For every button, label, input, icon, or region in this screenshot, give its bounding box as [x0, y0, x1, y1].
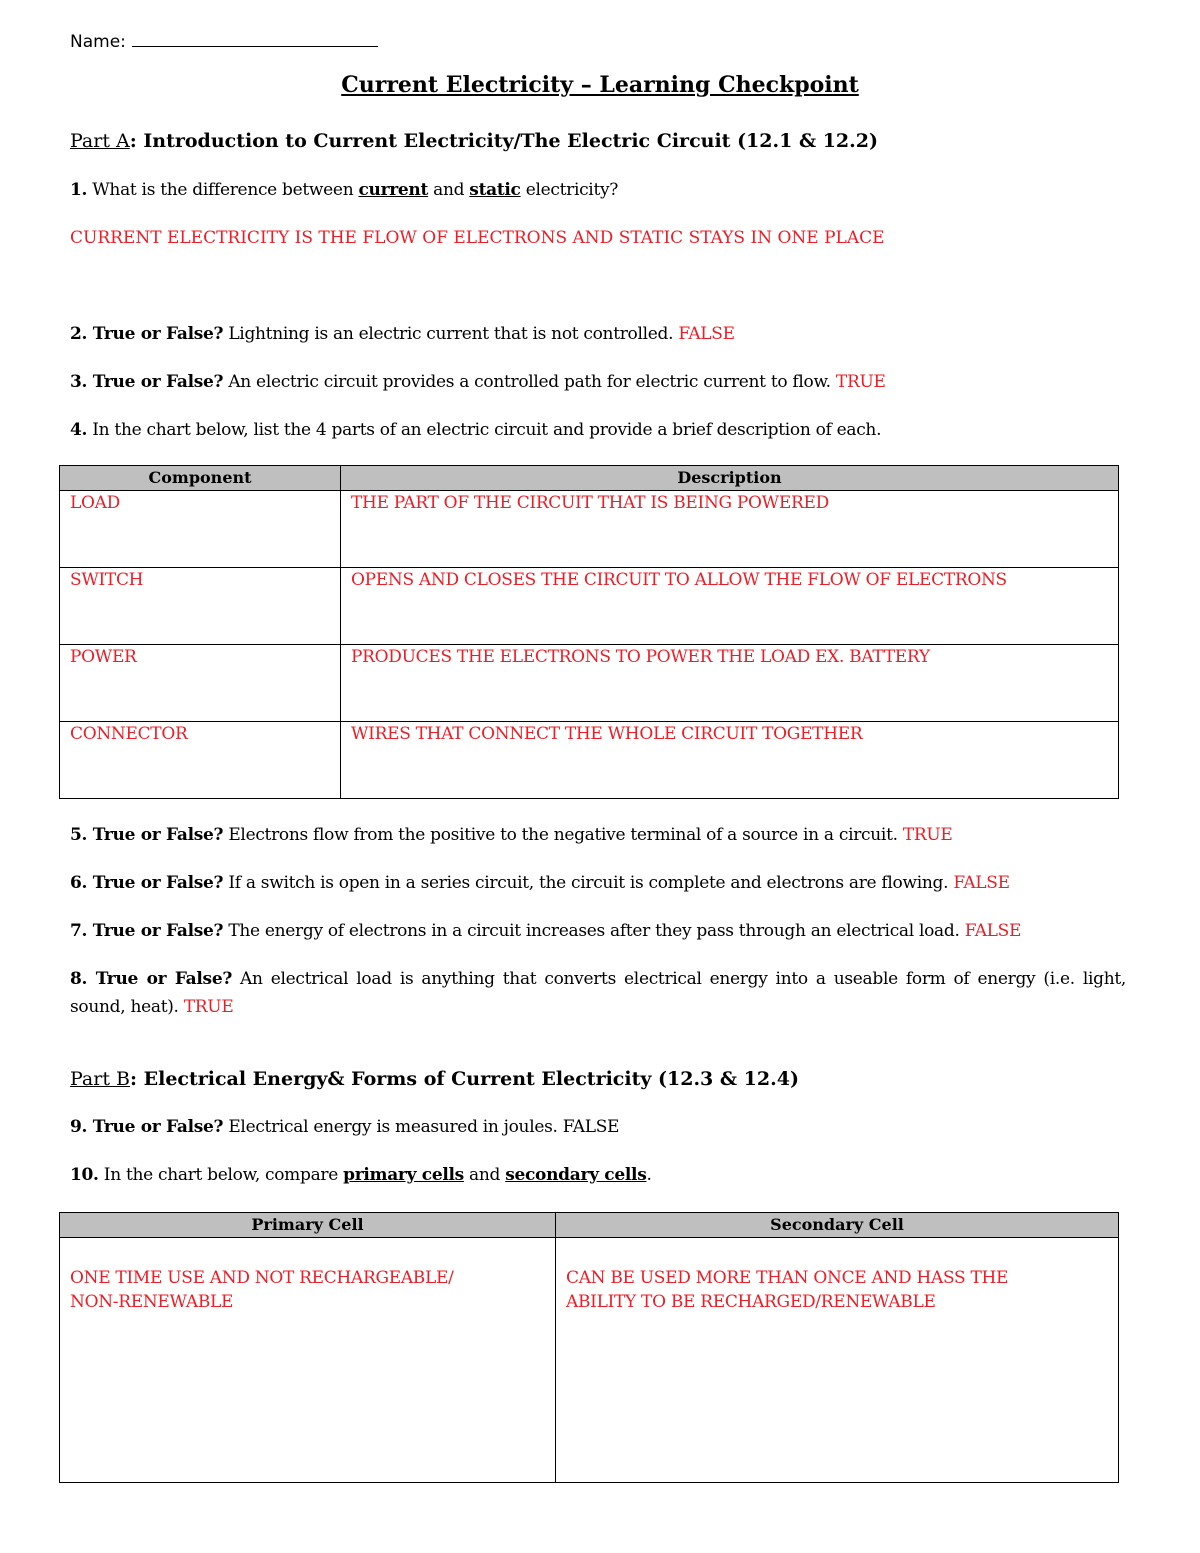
part-b-title: : Electrical Energy& Forms of Current Electricity (12.3 & 12.4): [129, 1068, 799, 1090]
question-10-text-b: and: [463, 1165, 506, 1185]
cells-comparison-table: [59, 1212, 1119, 1483]
question-8-lead: 8. True or False?: [70, 969, 232, 989]
circuit-parts-table: [59, 465, 1119, 799]
table-row: [60, 491, 1119, 568]
question-7: [70, 921, 1021, 941]
name-blank-line[interactable]: [132, 32, 378, 47]
part-b-label: Part B: [70, 1068, 130, 1090]
question-9-text: Electrical energy is measured in joules. FALSE: [223, 1117, 620, 1137]
question-10-text-a: In the chart below, compare: [98, 1165, 344, 1185]
question-3-answer: TRUE: [835, 372, 886, 392]
name-label: Name:: [70, 32, 126, 52]
primary-cell-line-2: NON-RENEWABLE: [70, 1292, 234, 1312]
primary-cell-answer[interactable]: [60, 1238, 556, 1483]
question-2-text: Lightning is an electric current that is not controlled.: [223, 324, 679, 344]
part-a-label: Part A: [70, 130, 130, 152]
question-6-lead: 6. True or False?: [70, 873, 224, 893]
question-7-answer: FALSE: [964, 921, 1022, 941]
question-1-text-a: What is the difference between: [87, 180, 359, 200]
table-row: [60, 568, 1119, 645]
question-4-number: 4.: [70, 420, 88, 440]
description-cell[interactable]: OPENS AND CLOSES THE CIRCUIT TO ALLOW THE FLOW OF ELECTRONS: [341, 568, 1119, 645]
part-a-title: : Introduction to Current Electricity/The Electric Circuit (12.1 & 12.2): [129, 130, 878, 152]
primary-cell-line-1: ONE TIME USE AND NOT RECHARGEABLE/: [70, 1268, 454, 1288]
question-5-answer: TRUE: [902, 825, 953, 845]
question-1-number: 1.: [70, 180, 88, 200]
question-3: [70, 372, 886, 392]
question-8-text: An electrical load is anything that converts electrical energy into a useable form of energy (i.e. light, sound, heat).: [70, 969, 1126, 1017]
question-1-text-b: and: [428, 180, 470, 200]
question-2: [70, 324, 735, 344]
question-5-lead: 5. True or False?: [70, 825, 224, 845]
component-cell[interactable]: LOAD: [60, 491, 341, 568]
question-4-text: In the chart below, list the 4 parts of an electric circuit and provide a brief description of each.: [87, 420, 882, 440]
question-8-answer: TRUE: [183, 997, 234, 1017]
question-3-lead: 3. True or False?: [70, 372, 224, 392]
component-cell[interactable]: POWER: [60, 645, 341, 722]
component-cell[interactable]: SWITCH: [60, 568, 341, 645]
question-3-text: An electric circuit provides a controlled path for electric current to flow.: [223, 372, 836, 392]
question-1-text-c: electricity?: [520, 180, 619, 200]
question-1: [70, 180, 618, 200]
secondary-cell-line-1: CAN BE USED MORE THAN ONCE AND HASS THE: [566, 1268, 1009, 1288]
table-header-row: [60, 1213, 1119, 1238]
question-6-answer: FALSE: [953, 873, 1010, 893]
question-2-answer: FALSE: [678, 324, 735, 344]
question-5: [70, 825, 953, 845]
column-header-component: Component: [60, 466, 341, 491]
question-4: [70, 420, 881, 440]
part-b-heading: [70, 1068, 799, 1090]
question-7-lead: 7. True or False?: [70, 921, 224, 941]
secondary-cell-answer[interactable]: [556, 1238, 1119, 1483]
component-cell[interactable]: CONNECTOR: [60, 722, 341, 799]
column-header-primary-cell: Primary Cell: [60, 1213, 556, 1238]
part-a-heading: [70, 130, 878, 152]
question-6-text: If a switch is open in a series circuit, the circuit is complete and electrons are flowing.: [223, 873, 954, 893]
question-2-lead: 2. True or False?: [70, 324, 224, 344]
question-8: [70, 965, 1126, 1021]
term-primary-cells: primary cells: [343, 1165, 464, 1185]
description-cell[interactable]: THE PART OF THE CIRCUIT THAT IS BEING POWERED: [341, 491, 1119, 568]
question-9-lead: 9. True or False?: [70, 1117, 224, 1137]
term-static: static: [469, 180, 521, 200]
table-header-row: [60, 466, 1119, 491]
question-10: [70, 1165, 652, 1185]
question-6: [70, 873, 1010, 893]
table-row: [60, 1238, 1119, 1483]
name-field: [70, 32, 378, 52]
question-7-text: The energy of electrons in a circuit increases after they pass through an electrical load.: [223, 921, 965, 941]
column-header-description: Description: [341, 466, 1119, 491]
description-cell[interactable]: WIRES THAT CONNECT THE WHOLE CIRCUIT TOGETHER: [341, 722, 1119, 799]
term-secondary-cells: secondary cells: [505, 1165, 647, 1185]
table-row: [60, 645, 1119, 722]
term-current: current: [358, 180, 429, 200]
table-row: [60, 722, 1119, 799]
question-10-number: 10.: [70, 1165, 99, 1185]
question-1-answer: CURRENT ELECTRICITY IS THE FLOW OF ELECTRONS AND STATIC STAYS IN ONE PLACE: [70, 228, 885, 248]
column-header-secondary-cell: Secondary Cell: [556, 1213, 1119, 1238]
page-title: Current Electricity – Learning Checkpoint: [341, 72, 859, 98]
question-9: [70, 1117, 619, 1137]
question-5-text: Electrons flow from the positive to the negative terminal of a source in a circuit.: [223, 825, 903, 845]
secondary-cell-line-2: ABILITY TO BE RECHARGED/RENEWABLE: [566, 1292, 936, 1312]
question-10-text-c: .: [646, 1165, 652, 1185]
description-cell[interactable]: PRODUCES THE ELECTRONS TO POWER THE LOAD EX. BATTERY: [341, 645, 1119, 722]
